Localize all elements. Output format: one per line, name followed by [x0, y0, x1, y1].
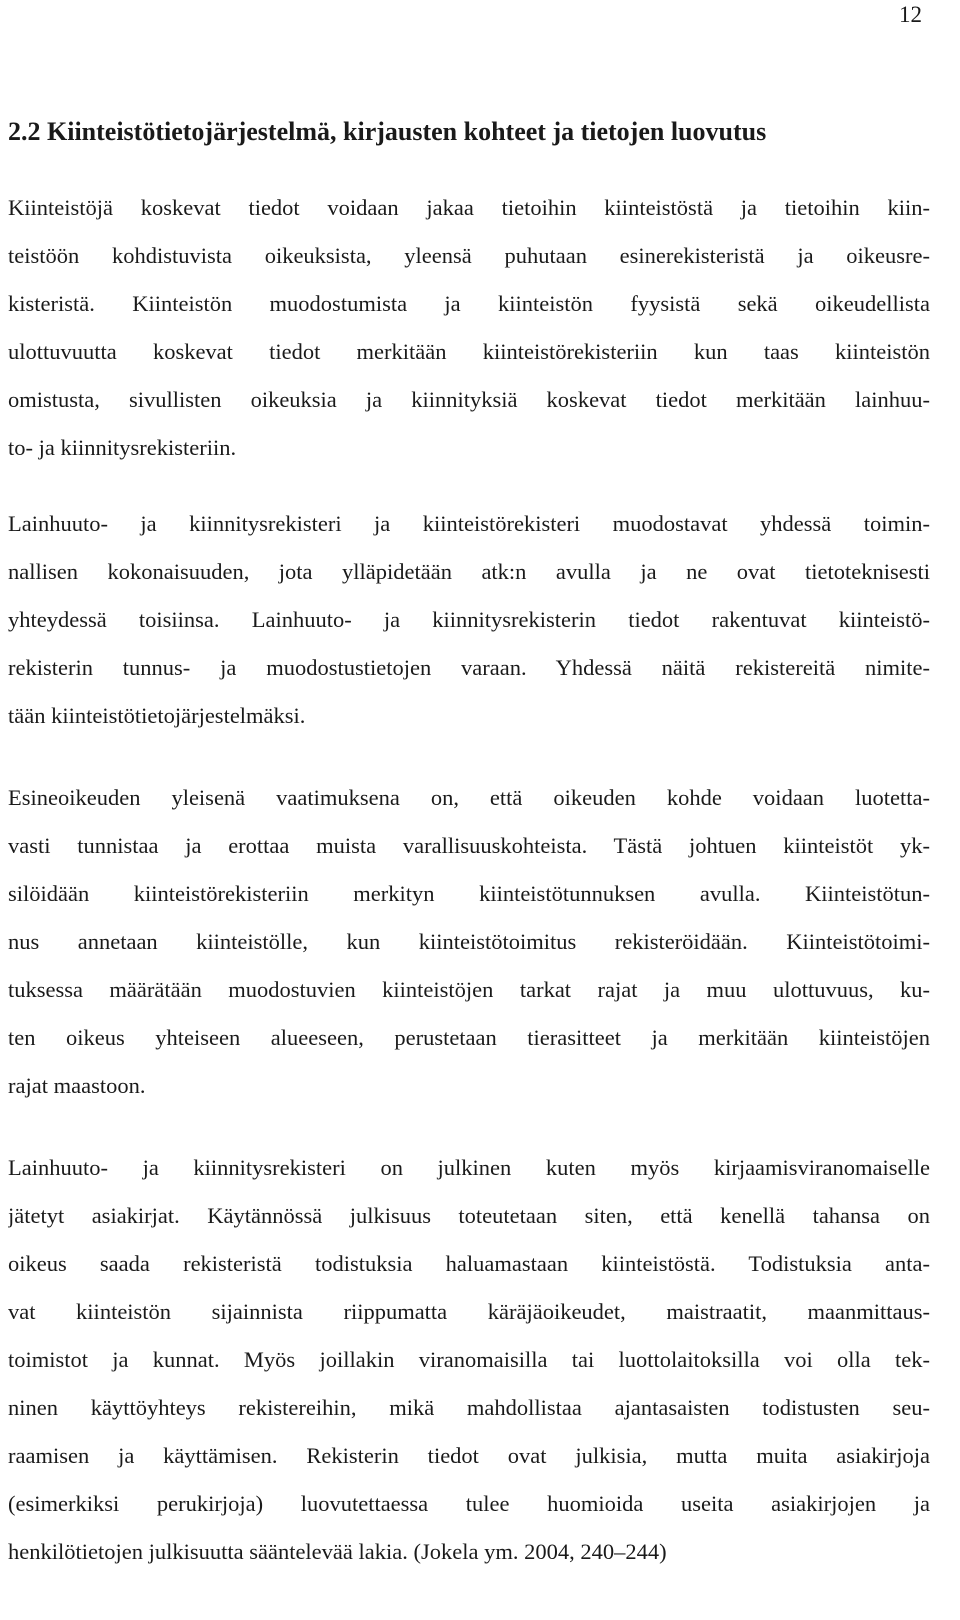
- paragraph-line: raamisen ja käyttämisen. Rekisterin tiedot ovat julkisia, mutta muita asiakirjoja: [8, 1443, 930, 1468]
- paragraph-line: vat kiinteistön sijainnista riippumatta käräjäoikeudet, maistraatit, maanmittaus-: [8, 1299, 930, 1324]
- paragraph-line: omistusta, sivullisten oikeuksia ja kiinnityksiä koskevat tiedot merkitään lainhuu-: [8, 387, 930, 412]
- paragraph-line: kisteristä. Kiinteistön muodostumista ja kiinteistön fyysistä sekä oikeudellista: [8, 291, 930, 316]
- paragraph-line: tään kiinteistötietojärjestelmäksi.: [8, 703, 306, 728]
- paragraph-3: [8, 774, 930, 1110]
- paragraph-line: Kiinteistöjä koskevat tiedot voidaan jakaa tietoihin kiinteistöstä ja tietoihin kiin-: [8, 195, 930, 220]
- paragraph-line: Lainhuuto- ja kiinnitysrekisteri ja kiinteistörekisteri muodostavat yhdessä toimin-: [8, 511, 930, 536]
- paragraph-line: rekisterin tunnus- ja muodostustietojen varaan. Yhdessä näitä rekistereitä nimite-: [8, 655, 930, 680]
- paragraph-line: yhteydessä toisiinsa. Lainhuuto- ja kiinnitysrekisterin tiedot rakentuvat kiinteistö-: [8, 607, 930, 632]
- paragraph-line: vasti tunnistaa ja erottaa muista varallisuuskohteista. Tästä johtuen kiinteistöt yk-: [8, 833, 930, 858]
- paragraph-line: nallisen kokonaisuuden, jota ylläpidetään atk:n avulla ja ne ovat tietoteknisesti: [8, 559, 930, 584]
- paragraph-line: Lainhuuto- ja kiinnitysrekisteri on julkinen kuten myös kirjaamisviranomaiselle: [8, 1155, 930, 1180]
- paragraph-line: teistöön kohdistuvista oikeuksista, yleensä puhutaan esinerekisteristä ja oikeusre-: [8, 243, 930, 268]
- paragraph-line: henkilötietojen julkisuutta sääntelevää lakia. (Jokela ym. 2004, 240–244): [8, 1539, 667, 1564]
- paragraph-line: toimistot ja kunnat. Myös joillakin viranomaisilla tai luottolaitoksilla voi olla tek-: [8, 1347, 930, 1372]
- section-heading: 2.2 Kiinteistötietojärjestelmä, kirjausten kohteet ja tietojen luovutus: [8, 117, 767, 146]
- paragraph-line: ten oikeus yhteiseen alueeseen, perustetaan tierasitteet ja merkitään kiinteistöjen: [8, 1025, 930, 1050]
- paragraph-line: (esimerkiksi perukirjoja) luovutettaessa tulee huomioida useita asiakirjojen ja: [8, 1491, 930, 1516]
- paragraph-line: ninen käyttöyhteys rekistereihin, mikä mahdollistaa ajantasaisten todistusten seu-: [8, 1395, 930, 1420]
- paragraph-line: nus annetaan kiinteistölle, kun kiinteistötoimitus rekisteröidään. Kiinteistötoimi-: [8, 929, 930, 954]
- paragraph-line: to- ja kiinnitysrekisteriin.: [8, 435, 237, 460]
- paragraph-2: [8, 500, 930, 740]
- paragraph-line: tuksessa määrätään muodostuvien kiinteistöjen tarkat rajat ja muu ulottuvuus, ku-: [8, 977, 930, 1002]
- page-number: 12: [899, 2, 922, 27]
- paragraph-line: rajat maastoon.: [8, 1073, 146, 1098]
- paragraph-line: silöidään kiinteistörekisteriin merkityn kiinteistötunnuksen avulla. Kiinteistötun-: [8, 881, 930, 906]
- paragraph-line: Esineoikeuden yleisenä vaatimuksena on, että oikeuden kohde voidaan luotetta-: [8, 785, 930, 810]
- paragraph-line: ulottuvuutta koskevat tiedot merkitään kiinteistörekisteriin kun taas kiinteistön: [8, 339, 930, 364]
- paragraph-1: [8, 184, 930, 472]
- paragraph-line: oikeus saada rekisteristä todistuksia haluamastaan kiinteistöstä. Todistuksia anta-: [8, 1251, 930, 1276]
- paragraph-line: jätetyt asiakirjat. Käytännössä julkisuus toteutetaan siten, että kenellä tahansa on: [8, 1203, 930, 1228]
- paragraph-4: [8, 1144, 930, 1576]
